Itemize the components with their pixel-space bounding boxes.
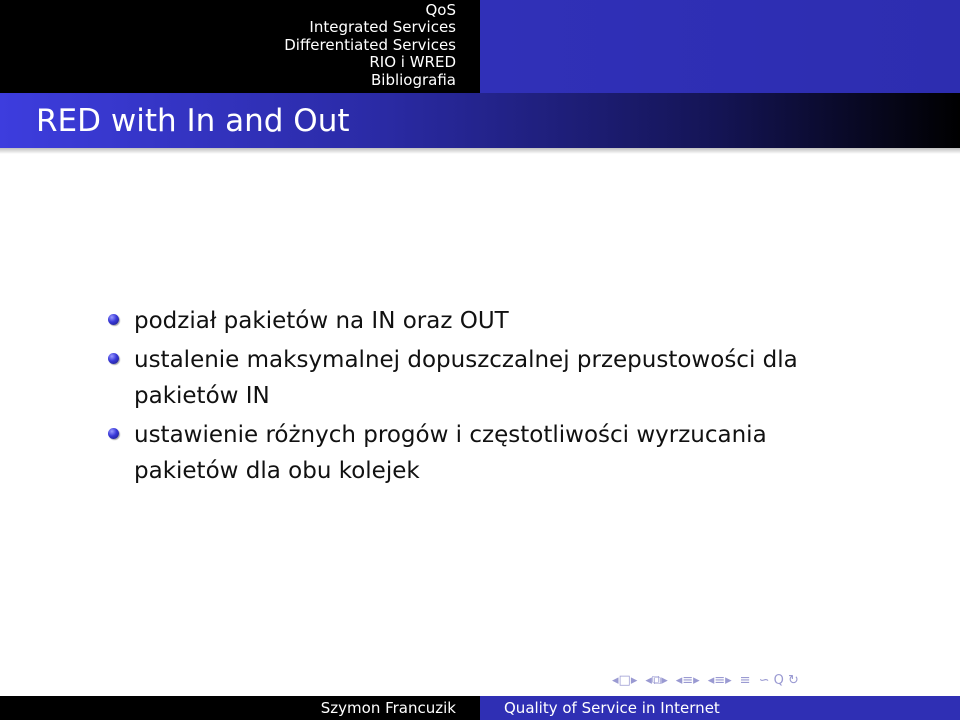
nav-section-qos[interactable]: QoS (425, 1, 456, 19)
slide-next-icon[interactable]: ▸ (630, 672, 638, 688)
list-item-text: ustalenie maksymalnej dopuszczalnej przepustowości dla pakietów IN (134, 347, 798, 409)
bullet-ball-icon (108, 314, 119, 325)
nav-section-rio-wred[interactable]: RIO i WRED (369, 53, 456, 72)
section-icon[interactable]: ≡ (714, 672, 726, 688)
slide-icon[interactable]: □ (618, 672, 631, 688)
frame-icon[interactable]: ⧉ (651, 672, 662, 688)
nav-section-integrated-services[interactable]: Integrated Services (309, 18, 456, 37)
section-prev-icon[interactable]: ◂ (707, 672, 715, 688)
bullet-list (105, 303, 865, 492)
footer-author-panel (0, 696, 480, 720)
header-right-panel (480, 0, 960, 93)
footer-title: Quality of Service in Internet (504, 699, 720, 717)
align-icon[interactable]: ≡ (739, 672, 751, 688)
footer-title-panel (480, 696, 960, 720)
footer-author: Szymon Francuzik (320, 699, 456, 717)
nav-section-bibliografia[interactable]: Bibliografia (370, 70, 456, 89)
list-item-text: ustawienie różnych progów i częstotliwości wyrzucania pakietów dla obu kolejek (134, 422, 767, 484)
bullet-ball-icon (108, 353, 119, 364)
section-list (0, 0, 480, 93)
nav-section-differentiated-services[interactable]: Differentiated Services (284, 35, 456, 54)
list-item (105, 303, 865, 339)
bullet-ball-icon (108, 428, 119, 439)
list-item (105, 342, 865, 414)
title-shadow (0, 148, 960, 154)
frame-title-bar (0, 93, 960, 148)
frame-prev-icon[interactable]: ◂ (645, 672, 652, 688)
subsection-prev-icon[interactable]: ◂ (675, 672, 683, 688)
search-icon[interactable]: ∽ Q ↻ (758, 672, 799, 688)
list-item (105, 417, 865, 489)
subsection-icon[interactable]: ≡ (682, 672, 694, 688)
frame-next-icon[interactable]: ▸ (661, 672, 668, 688)
slide-prev-icon[interactable]: ◂ (612, 672, 619, 688)
frame-title: RED with In and Out (36, 103, 350, 139)
subsection-next-icon[interactable]: ▸ (693, 672, 700, 688)
beamer-navigation-symbols (612, 670, 799, 690)
section-navigation-bar (0, 0, 960, 93)
list-item-text: podział pakietów na IN oraz OUT (134, 308, 509, 334)
section-next-icon[interactable]: ▸ (725, 672, 732, 688)
footer-bar (0, 696, 960, 720)
